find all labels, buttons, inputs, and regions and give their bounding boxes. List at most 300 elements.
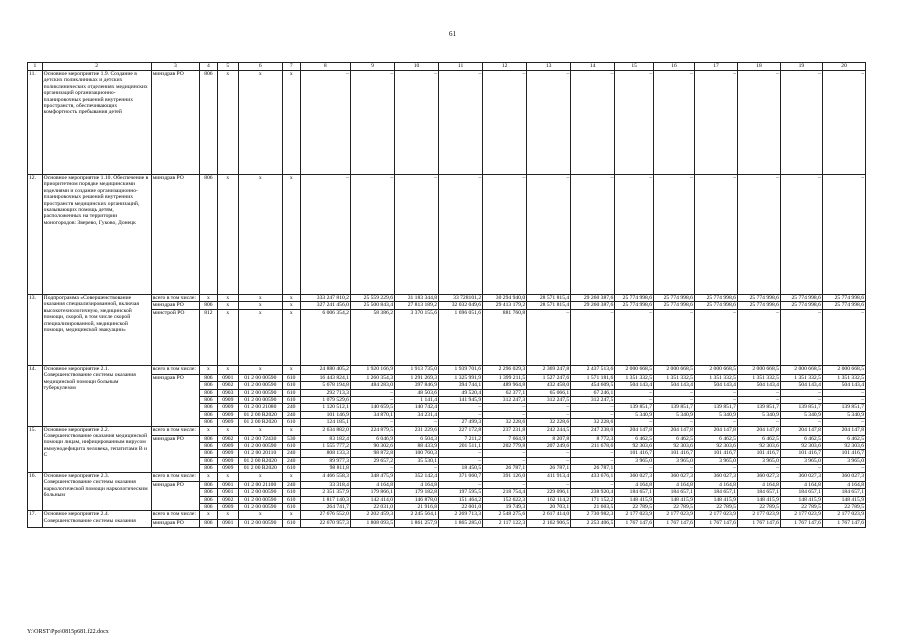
code-cell: х [282, 71, 300, 175]
code-cell: 610 [282, 419, 300, 426]
code-cell: 01 2 00 00590 [238, 443, 282, 450]
code-cell: х [282, 309, 300, 365]
code-cell: х [199, 472, 217, 481]
amount-cell: 237 231,8 [483, 426, 527, 435]
code-cell: 610 [282, 374, 300, 381]
code-cell: 01 2 00 00590 [238, 496, 282, 503]
code-cell: 806 [199, 397, 217, 404]
amount-cell: 148 415,9 [615, 496, 654, 503]
amount-cell: 394 744,1 [439, 382, 483, 389]
code-cell: х [199, 365, 217, 374]
amount-cell: – [694, 71, 737, 175]
amount-cell: 29 260 387,6 [571, 302, 615, 309]
amount-cell: 8 207,8 [527, 435, 571, 442]
amount-cell: – [483, 175, 527, 295]
table-row [28, 426, 866, 435]
code-cell: 610 [282, 496, 300, 503]
amount-cell: 3 965,0 [780, 457, 822, 464]
code-cell: 806 [199, 503, 217, 510]
amount-cell: 184 657,1 [780, 489, 822, 496]
code-cell: 610 [282, 503, 300, 510]
amount-cell: 327 241 456,0 [300, 302, 350, 309]
executor-cell: всего в том числе: [151, 365, 199, 374]
table-row [28, 302, 866, 309]
code-cell: 0909 [217, 397, 238, 404]
amount-cell: – [737, 175, 780, 295]
code-cell: х [282, 302, 300, 309]
amount-cell: – [694, 175, 737, 295]
amount-cell: 25 774 998,6 [822, 295, 865, 302]
amount-cell: 1 351 332,5 [822, 374, 865, 381]
amount-cell: 33 318,4 [300, 481, 350, 488]
amount-cell: – [571, 411, 615, 418]
amount-cell: 101 146,9 [300, 411, 350, 418]
code-cell: 610 [282, 520, 300, 527]
amount-cell: 2 117 122,3 [483, 520, 527, 527]
code-cell: х [282, 426, 300, 435]
table-row [28, 309, 866, 365]
code-cell: 01 2 00 21100 [238, 481, 282, 488]
amount-cell: 171 152,2 [571, 496, 615, 503]
code-cell: х [238, 426, 282, 435]
measure-name-cell: Основное мероприятие 2.3. Совершенствование системы оказания наркологической помощи наркологическим больным [42, 472, 151, 511]
amount-cell: 25 774 998,6 [615, 302, 654, 309]
page-number: 61 [449, 30, 456, 38]
amount-cell: 22 031,0 [350, 503, 394, 510]
amount-cell: – [527, 71, 571, 175]
code-cell: 0909 [217, 465, 238, 472]
amount-cell: 3 965,0 [654, 457, 695, 464]
amount-cell: 2 437 513,6 [571, 365, 615, 374]
column-number: 4 [199, 63, 217, 71]
amount-cell: – [300, 71, 350, 175]
code-cell: 806 [199, 443, 217, 450]
code-cell: 0901 [217, 520, 238, 527]
amount-cell: 5 678 194,8 [300, 382, 350, 389]
row-number-cell: 14. [28, 365, 43, 426]
amount-cell: 360 027,3 [654, 472, 695, 481]
code-cell: 240 [282, 411, 300, 418]
amount-cell: 124 185,1 [300, 419, 350, 426]
measure-name-cell: Основное мероприятие 2.1. Совершенствование системы оказания медицинской помощи больным туберкулезом [42, 365, 151, 426]
code-cell: 01 2 00 00590 [238, 397, 282, 404]
amount-cell: 371 060,7 [439, 472, 483, 481]
amount-cell: – [822, 419, 865, 426]
amount-cell: 62 377,1 [483, 389, 527, 396]
code-cell: 01 2 00 00590 [238, 374, 282, 381]
executor-cell: минздрав РО [151, 71, 199, 175]
row-number-cell: 17. [28, 511, 43, 527]
amount-cell: 5 340,9 [737, 411, 780, 418]
amount-cell: 2 351 357,9 [300, 489, 350, 496]
amount-cell: 6 046,9 [350, 435, 394, 442]
amount-cell: 83 182,4 [300, 435, 350, 442]
amount-cell: 1 351 332,5 [780, 374, 822, 381]
amount-cell: 1 141,4 [395, 397, 439, 404]
amount-cell: 139 851,7 [737, 404, 780, 411]
amount-cell: 242 244,5 [527, 426, 571, 435]
column-number: 10 [395, 63, 439, 71]
code-cell: 0909 [217, 419, 238, 426]
amount-cell: 148 415,9 [737, 496, 780, 503]
amount-cell: – [615, 309, 654, 365]
amount-cell: 25 774 998,6 [654, 302, 695, 309]
code-cell: 01 2 00 21080 [238, 404, 282, 411]
amount-cell: 4 164,8 [350, 481, 394, 488]
code-cell: 240 [282, 457, 300, 464]
amount-cell: 1 351 332,5 [654, 374, 695, 381]
code-cell: 01 2 00 R2020 [238, 419, 282, 426]
code-cell: х [217, 511, 238, 520]
amount-cell: 1 861 257,9 [395, 520, 439, 527]
amount-cell: 148 415,9 [694, 496, 737, 503]
amount-cell: – [737, 465, 780, 472]
amount-cell: 58 386,2 [350, 309, 394, 365]
measure-name-cell: Основное мероприятие 2.2. Совершенствование оказания медицинской помощи лицам, инфицированным вирусом иммунодефицита человека, гепатитами В и С [42, 426, 151, 472]
executor-cell: всего в том числе: [151, 295, 199, 302]
amount-cell: – [780, 465, 822, 472]
amount-cell: 184 657,1 [654, 489, 695, 496]
column-number: 11 [439, 63, 483, 71]
amount-cell: 179 182,8 [395, 489, 439, 496]
amount-cell: 24 880 405,2 [300, 365, 350, 374]
amount-cell: 1 351 332,5 [694, 374, 737, 381]
amount-cell: – [439, 450, 483, 457]
code-cell: 806 [199, 175, 217, 295]
amount-cell: 6 462,5 [654, 435, 695, 442]
column-number: 19 [780, 63, 822, 71]
amount-cell: 433 676,1 [571, 472, 615, 481]
amount-cell: – [527, 457, 571, 464]
amount-cell: 1 808 093,5 [350, 520, 394, 527]
amount-cell: 26 787,1 [483, 465, 527, 472]
amount-cell: – [694, 397, 737, 404]
amount-cell: 204 147,8 [822, 426, 865, 435]
column-number: 1 [28, 63, 43, 71]
code-cell: х [238, 71, 282, 175]
amount-cell: 2 162 906,5 [527, 520, 571, 527]
amount-cell: 25 774 998,6 [737, 302, 780, 309]
amount-cell: 6 462,5 [737, 435, 780, 442]
amount-cell: 4 164,8 [615, 481, 654, 488]
amount-cell: 360 027,3 [615, 472, 654, 481]
code-cell: 01 2 00 00590 [238, 489, 282, 496]
amount-cell: 1 913 735,0 [395, 365, 439, 374]
table-row [28, 520, 866, 527]
amount-cell: 2 000 668,5 [822, 365, 865, 374]
row-number-cell: 16. [28, 472, 43, 511]
amount-cell: 312 247,3 [483, 397, 527, 404]
column-number: 8 [300, 63, 350, 71]
column-number: 18 [737, 63, 780, 71]
code-cell: 806 [199, 496, 217, 503]
amount-cell: 22 789,5 [737, 503, 780, 510]
amount-cell: 28 571 815,4 [527, 295, 571, 302]
code-cell: х [238, 175, 282, 295]
amount-cell: 141 945,9 [439, 397, 483, 404]
amount-cell: 7 211,2 [439, 435, 483, 442]
amount-cell: 808 133,3 [300, 450, 350, 457]
amount-cell: 204 147,8 [780, 426, 822, 435]
amount-cell: 2 000 668,5 [615, 365, 654, 374]
amount-cell: – [694, 389, 737, 396]
amount-cell: 184 657,1 [737, 489, 780, 496]
amount-cell: 2 548 275,6 [483, 511, 527, 520]
amount-cell: 1 817 140,3 [300, 496, 350, 503]
amount-cell: 2 253 406,5 [571, 520, 615, 527]
amount-cell: 360 027,3 [822, 472, 865, 481]
amount-cell: 204 147,8 [615, 426, 654, 435]
code-cell: х [217, 71, 238, 175]
code-cell: х [282, 472, 300, 481]
amount-cell: – [527, 450, 571, 457]
amount-cell: – [483, 404, 527, 411]
amount-cell: 6 006 354,2 [300, 309, 350, 365]
amount-cell: – [571, 404, 615, 411]
code-cell: х [282, 175, 300, 295]
code-cell: х [217, 295, 238, 302]
amount-cell: 30 294 940,0 [483, 295, 527, 302]
amount-cell: 148 415,9 [654, 496, 695, 503]
amount-cell: 33 728101,2 [439, 295, 483, 302]
code-cell: х [238, 365, 282, 374]
code-cell: 806 [199, 489, 217, 496]
amount-cell: 352 142,4 [395, 472, 439, 481]
amount-cell: – [439, 175, 483, 295]
amount-cell: – [737, 71, 780, 175]
code-cell: 0902 [217, 382, 238, 389]
code-cell: 806 [199, 71, 217, 175]
amount-cell: 201 511,1 [439, 443, 483, 450]
amount-cell: 2 634 882,0 [300, 426, 350, 435]
code-cell: 530 [282, 435, 300, 442]
amount-cell: 49 520,4 [439, 389, 483, 396]
amount-cell: – [571, 175, 615, 295]
amount-cell: 101 416,7 [822, 450, 865, 457]
amount-cell: 92 303,6 [737, 443, 780, 450]
row-number-cell: 13. [28, 295, 43, 366]
code-cell: 240 [282, 481, 300, 488]
code-cell: 610 [282, 397, 300, 404]
code-cell: х [238, 511, 282, 520]
amount-cell: – [350, 465, 394, 472]
column-number: 2 [42, 63, 151, 71]
code-cell: 01 2 00 R2020 [238, 465, 282, 472]
code-cell: 240 [282, 450, 300, 457]
amount-cell: 6 462,5 [780, 435, 822, 442]
code-cell: 01 2 00 00590 [238, 503, 282, 510]
amount-cell: 25 774 998,6 [654, 295, 695, 302]
amount-cell: 211 678,6 [571, 443, 615, 450]
amount-cell: – [571, 71, 615, 175]
amount-cell: 22 789,5 [780, 503, 822, 510]
amount-cell: – [780, 71, 822, 175]
amount-cell: – [694, 419, 737, 426]
column-number: 13 [527, 63, 571, 71]
amount-cell: – [737, 389, 780, 396]
amount-cell: 152 622,3 [483, 496, 527, 503]
code-cell: 0902 [217, 496, 238, 503]
code-cell: х [217, 426, 238, 435]
code-cell: 610 [282, 489, 300, 496]
amount-cell: 29 657,2 [350, 457, 394, 464]
amount-cell: 2 177 023,9 [654, 511, 695, 520]
amount-cell: 2 177 023,9 [737, 511, 780, 520]
amount-cell: 22 789,5 [615, 503, 654, 510]
amount-cell: 1 351 332,5 [737, 374, 780, 381]
amount-cell: – [822, 309, 865, 365]
amount-cell: – [737, 419, 780, 426]
code-cell: 0909 [217, 404, 238, 411]
amount-cell: 4 164,8 [654, 481, 695, 488]
amount-cell: 504 143,4 [822, 382, 865, 389]
amount-cell: 139 851,7 [780, 404, 822, 411]
code-cell: х [238, 302, 282, 309]
code-cell: х [282, 365, 300, 374]
amount-cell: 29 413 179,2 [483, 302, 527, 309]
column-number: 14 [571, 63, 615, 71]
amount-cell: 2 369 247,8 [527, 365, 571, 374]
amount-cell: 397 846,9 [395, 382, 439, 389]
amount-cell: 4 164,8 [395, 481, 439, 488]
code-cell: 01 2 00 20110 [238, 450, 282, 457]
amount-cell: – [654, 397, 695, 404]
amount-cell: 98 811,8 [300, 465, 350, 472]
amount-cell: – [615, 419, 654, 426]
amount-cell: 90 302,6 [350, 443, 394, 450]
amount-cell: 18 450,5 [439, 465, 483, 472]
code-cell: х [217, 175, 238, 295]
amount-cell: 227 172,8 [439, 426, 483, 435]
code-cell: 0901 [217, 489, 238, 496]
amount-cell: 22 670 957,3 [300, 520, 350, 527]
amount-cell: 504 143,4 [615, 382, 654, 389]
code-cell: х [199, 426, 217, 435]
amount-cell: – [780, 175, 822, 295]
amount-cell: – [571, 457, 615, 464]
amount-cell: 2 245 564,1 [395, 511, 439, 520]
code-cell: 806 [199, 481, 217, 488]
amount-cell: – [737, 397, 780, 404]
amount-cell: 312 247,5 [571, 397, 615, 404]
amount-cell: 224 879,5 [350, 426, 394, 435]
amount-cell: – [654, 71, 695, 175]
executor-cell: минздрав РО [151, 374, 199, 426]
amount-cell: 151 464,2 [439, 496, 483, 503]
amount-cell: 1 291 269,3 [395, 374, 439, 381]
column-number: 17 [694, 63, 737, 71]
amount-cell: – [483, 450, 527, 457]
row-number-cell: 11. [28, 71, 43, 175]
amount-cell: 6 462,5 [615, 435, 654, 442]
amount-cell: – [439, 481, 483, 488]
amount-cell: – [694, 465, 737, 472]
amount-cell: 2 000 668,5 [780, 365, 822, 374]
amount-cell: 27 499,3 [439, 419, 483, 426]
amount-cell: 5 340,9 [654, 411, 695, 418]
amount-cell: 2 000 668,5 [654, 365, 695, 374]
amount-cell: 204 147,8 [737, 426, 780, 435]
column-number: 16 [654, 63, 695, 71]
code-cell: х [238, 472, 282, 481]
code-cell: 806 [199, 389, 217, 396]
amount-cell: 48 503,6 [395, 389, 439, 396]
code-cell: х [282, 511, 300, 520]
amount-cell: 65 066,1 [527, 389, 571, 396]
amount-cell: 25 774 998,6 [694, 302, 737, 309]
amount-cell: – [615, 175, 654, 295]
amount-cell: 89 977,3 [300, 457, 350, 464]
budget-table-container [27, 62, 866, 528]
executor-cell: минздрав РО [151, 481, 199, 511]
amount-cell: – [350, 419, 394, 426]
amount-cell: 25 774 998,6 [780, 302, 822, 309]
amount-cell: 411 913,4 [527, 472, 571, 481]
amount-cell: 26 787,1 [527, 465, 571, 472]
amount-cell: 2 000 668,5 [737, 365, 780, 374]
amount-cell: 101 416,7 [780, 450, 822, 457]
amount-cell: 1 399 211,5 [483, 374, 527, 381]
code-cell: 0909 [217, 503, 238, 510]
amount-cell: 22 789,5 [822, 503, 865, 510]
amount-cell: 504 143,4 [737, 382, 780, 389]
amount-cell: 1 920 166,9 [350, 365, 394, 374]
amount-cell: 5 340,9 [822, 411, 865, 418]
amount-cell: 1 767 147,6 [694, 520, 737, 527]
amount-cell: 92 303,6 [780, 443, 822, 450]
code-cell: 01 2 00 00590 [238, 389, 282, 396]
amount-cell: 4 164,8 [737, 481, 780, 488]
amount-cell: – [654, 465, 695, 472]
amount-cell: 6 462,5 [694, 435, 737, 442]
measure-name-cell: Основное мероприятие 1.10. Обеспечение в приоритетном порядке медицинскими изделиями и создание организационно-планировочных решений внутренних пространств медицинских организаций, оказывающих помощь детям, расположенных на территории моногородов: Зверево, Гуково, Донецк [42, 175, 151, 295]
code-cell: 01 2 00 00590 [238, 520, 282, 527]
code-cell: 806 [199, 520, 217, 527]
amount-cell: 2 177 023,9 [780, 511, 822, 520]
code-cell: х [238, 295, 282, 302]
amount-cell: 22 789,5 [654, 503, 695, 510]
amount-cell: 2 617 414,0 [527, 511, 571, 520]
amount-cell: – [350, 175, 394, 295]
code-cell: х [217, 302, 238, 309]
code-cell: 610 [282, 382, 300, 389]
table-row [28, 71, 866, 175]
code-cell: 240 [282, 404, 300, 411]
amount-cell: 4 164,8 [780, 481, 822, 488]
amount-cell: 5 340,9 [694, 411, 737, 418]
code-cell: 806 [199, 465, 217, 472]
amount-cell: – [654, 389, 695, 396]
amount-cell: 229 096,1 [527, 489, 571, 496]
amount-cell: 1 260 354,3 [350, 374, 394, 381]
amount-cell: 264 741,7 [300, 503, 350, 510]
amount-cell: 247 238,0 [571, 426, 615, 435]
amount-cell: 16 443 824,1 [300, 374, 350, 381]
amount-cell: 207 249,6 [527, 443, 571, 450]
amount-cell: 92 303,6 [694, 443, 737, 450]
amount-cell: – [439, 411, 483, 418]
table-row [28, 295, 866, 302]
amount-cell: – [483, 411, 527, 418]
amount-cell: 360 027,3 [737, 472, 780, 481]
amount-cell: 101 416,7 [694, 450, 737, 457]
amount-cell: 92 303,6 [822, 443, 865, 450]
code-cell: 01 2 00 00590 [238, 382, 282, 389]
amount-cell: 484 283,0 [350, 382, 394, 389]
amount-cell: 25 559 229,6 [350, 295, 394, 302]
column-number: 7 [282, 63, 300, 71]
amount-cell: 25 500 843,4 [350, 302, 394, 309]
